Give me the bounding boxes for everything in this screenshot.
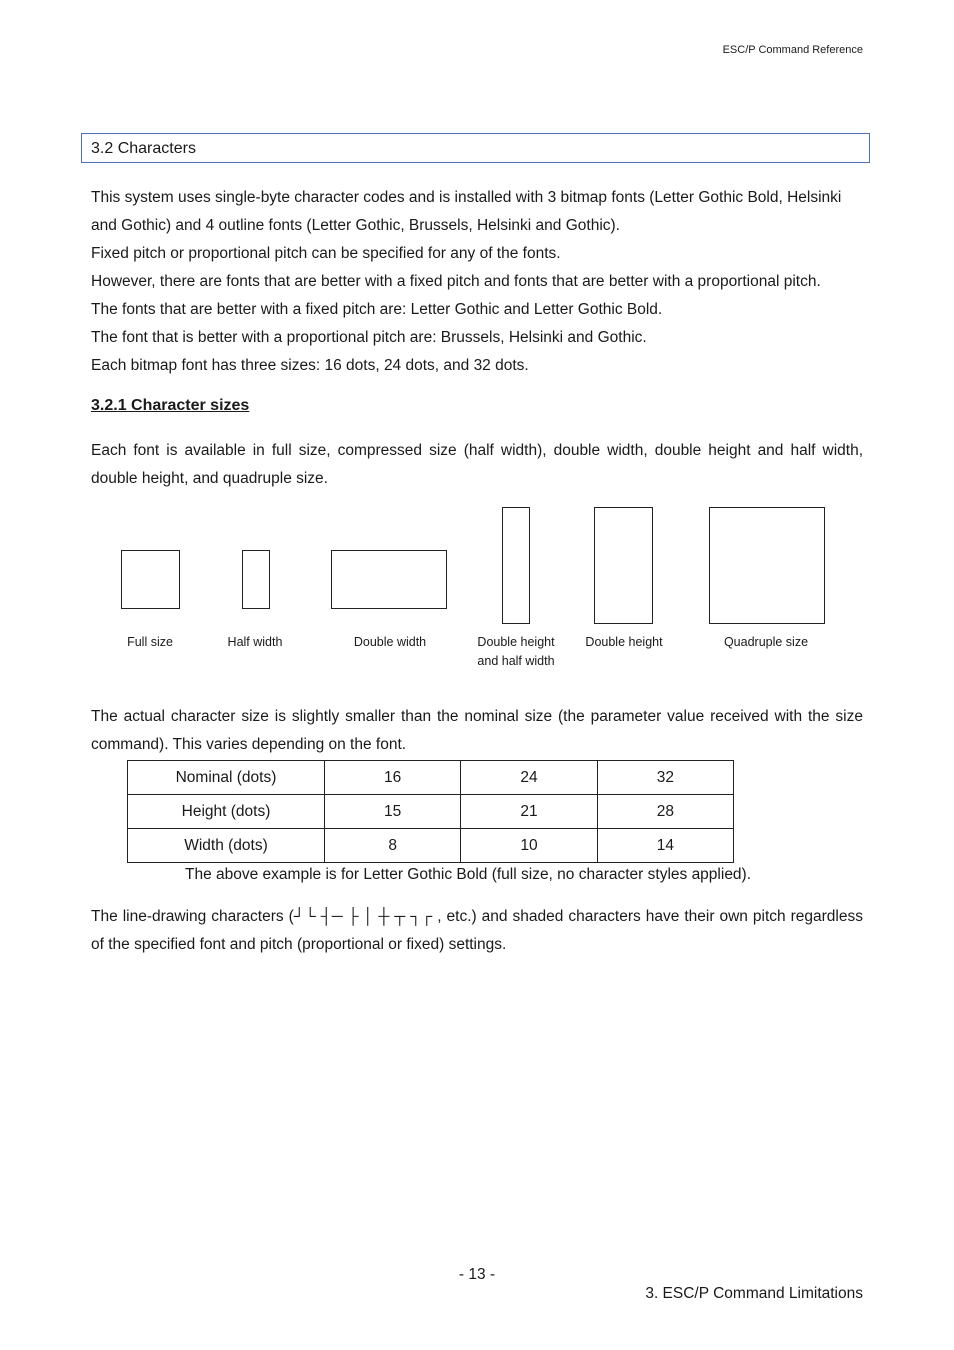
caption-double-height-half-width (461, 633, 571, 671)
intro-paragraph: This system uses single-byte character codes and is installed with 3 bitmap fonts (Letter Gothic Bold, Helsinki and Gothic) and 4 outline fonts (Letter Gothic, Brussels, Helsinki and Gothic). (91, 189, 842, 234)
section-title: 3.2 Characters (81, 133, 870, 163)
header-reference: ESC/P Command Reference (722, 44, 863, 56)
half-width-box (242, 550, 270, 609)
subsection-title: 3.2.1 Character sizes (91, 397, 250, 414)
intro-paragraph: The font that is better with a proportional pitch are: Brussels, Helsinki and Gothic. (91, 329, 647, 346)
caption-half-width: Half width (227, 635, 283, 649)
double-width-box (331, 550, 447, 609)
table-note: The above example is for Letter Gothic Bold (full size, no character styles applied). (185, 866, 752, 883)
intro-paragraph: Each bitmap font has three sizes: 16 dots, 24 dots, and 32 dots. (91, 357, 529, 374)
intro-paragraph: The fonts that are better with a fixed pitch are: Letter Gothic and Letter Gothic Bold. (91, 301, 663, 318)
caption-full-size: Full size (127, 635, 173, 649)
table-cell: 32 (597, 761, 733, 795)
table-cell: 8 (325, 829, 461, 863)
table-cell: 14 (597, 829, 733, 863)
full-size-box (121, 550, 180, 609)
caption-line: Double height (477, 635, 555, 649)
caption-quadruple-size: Quadruple size (723, 635, 809, 649)
footer-section: 3. ESC/P Command Limitations (645, 1285, 863, 1302)
table-cell: 28 (597, 795, 733, 829)
table-cell: 21 (461, 795, 597, 829)
table-cell: 24 (461, 761, 597, 795)
table-cell: 16 (325, 761, 461, 795)
double-height-box (594, 507, 653, 624)
intro-paragraph: Fixed pitch or proportional pitch can be specified for any of the fonts. (91, 245, 561, 262)
size-table (127, 760, 734, 863)
page-number: - 13 - (458, 1266, 496, 1283)
row-label: Nominal (dots) (128, 761, 325, 795)
row-label: Width (dots) (128, 829, 325, 863)
table-cell: 10 (461, 829, 597, 863)
caption-double-width: Double width (353, 635, 427, 649)
caption-double-height: Double height (585, 635, 663, 649)
table-row (128, 761, 734, 795)
intro-paragraph: However, there are fonts that are better with a fixed pitch and fonts that are better with a proportional pitch. (91, 273, 821, 290)
intro-text (91, 184, 863, 380)
row-label: Height (dots) (128, 795, 325, 829)
double-height-half-width-box (502, 507, 530, 624)
table-cell: 15 (325, 795, 461, 829)
quadruple-size-box (709, 507, 825, 624)
table-row (128, 829, 734, 863)
sizes-description: Each font is available in full size, compressed size (half width), double width, double height and half width, double height, and quadruple size. (91, 442, 863, 487)
table-row (128, 795, 734, 829)
line-drawing-description: The line-drawing characters (┘└ ┤─ ├ │ ┼ ┬ ┐┌ , etc.) and shaded characters have their own pitch regardless of the specified font and pitch (proportional or fixed) settings. (91, 908, 863, 953)
caption-line: and half width (477, 654, 555, 668)
actual-size-description: The actual character size is slightly smaller than the nominal size (the parameter value received with the size command). This varies depending on the font. (91, 708, 863, 753)
